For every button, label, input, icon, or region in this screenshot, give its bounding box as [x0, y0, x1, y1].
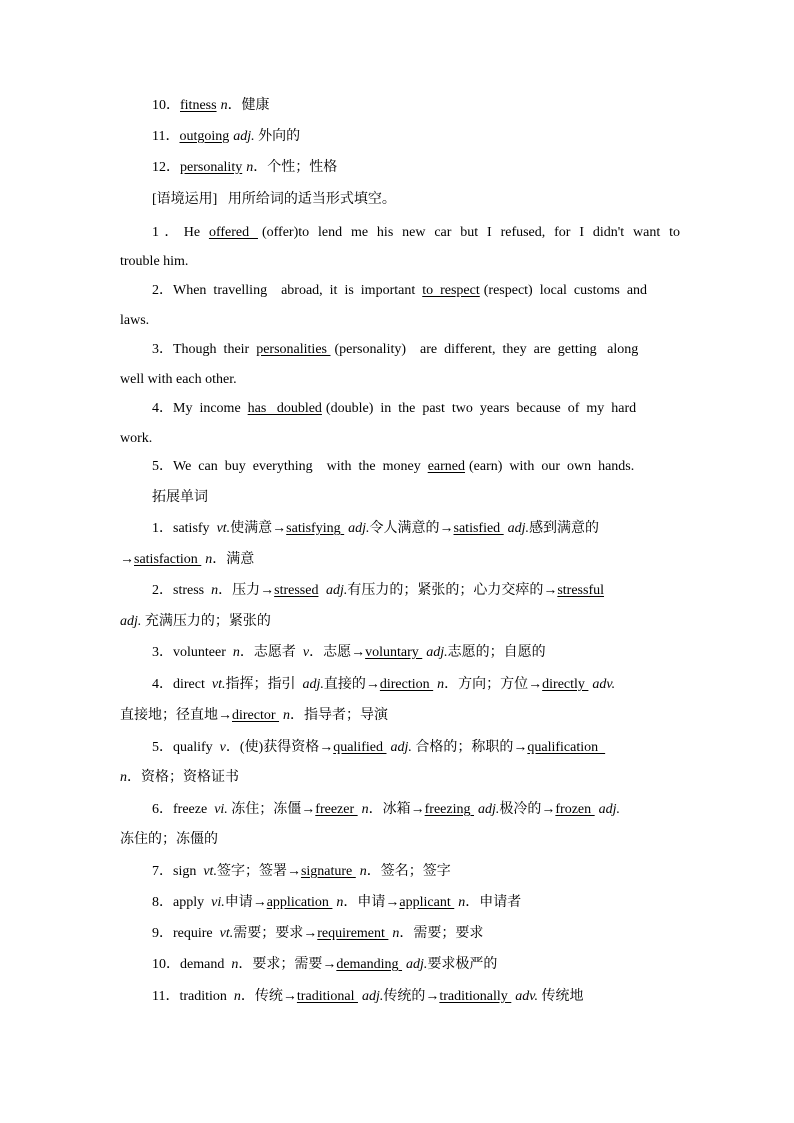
text: ．冰箱→: [368, 802, 425, 817]
answer-blank: freezing: [424, 802, 474, 817]
section-heading: [152, 190, 680, 210]
part-of-speech: n: [437, 677, 445, 692]
sentence-text: (earn) with our own hands.: [469, 459, 635, 474]
part-of-speech: adj.: [361, 989, 384, 1004]
exercise-item: [152, 281, 680, 301]
text: satisfy: [173, 521, 217, 536]
item-number: 4．: [152, 677, 173, 692]
item-number: 6．: [152, 802, 173, 817]
answer-blank: stressed: [274, 583, 319, 598]
vocab-item: [152, 127, 680, 147]
word-family-continuation: [120, 768, 680, 788]
text: ．指导者；导演: [290, 708, 389, 723]
part-of-speech: v: [302, 645, 310, 660]
item-number: 5．: [152, 740, 173, 755]
text: 令人满意的→: [369, 521, 454, 536]
part-of-speech: adj.: [478, 802, 500, 817]
definition: ．健康: [227, 98, 270, 113]
answer-blank: director: [232, 708, 280, 723]
text: sign: [173, 864, 204, 879]
part-of-speech: n: [283, 708, 291, 723]
text: 直接的→: [323, 677, 380, 692]
text: →: [120, 552, 134, 567]
text: apply: [173, 895, 212, 910]
part-of-speech: adj.: [233, 129, 255, 144]
word-family-item: [152, 643, 680, 663]
text: 签字；签署→: [216, 864, 301, 879]
vocab-item: [152, 158, 680, 178]
item-number: 10．: [152, 98, 180, 113]
answer-blank: outgoing: [179, 129, 230, 144]
definition: 外向的: [254, 129, 301, 144]
exercise-item: [152, 457, 680, 477]
section-heading: 拓展单词: [152, 490, 208, 505]
text: ．申请者: [465, 895, 522, 910]
item-number: 11．: [152, 989, 180, 1004]
part-of-speech: v: [219, 740, 226, 755]
answer-blank: qualified: [333, 740, 387, 755]
part-of-speech: adj.: [390, 740, 412, 755]
answer-blank: direction: [379, 677, 434, 692]
sentence-text: (personality) are different, they are getting along: [334, 342, 639, 357]
answer-blank: freezer: [315, 802, 358, 817]
text: direct: [173, 677, 212, 692]
part-of-speech: vt.: [211, 677, 226, 692]
exercise-item: [152, 223, 680, 243]
part-of-speech: n: [392, 926, 400, 941]
text: 合格的；称职的→: [411, 740, 528, 755]
sentence-text: He: [183, 225, 209, 240]
sentence-text: We can buy everything with the money: [173, 459, 428, 474]
part-of-speech: adv.: [515, 989, 538, 1004]
word-family-item: [152, 893, 680, 913]
word-family-item: [152, 800, 680, 820]
part-of-speech: n: [220, 98, 228, 113]
item-number: 9．: [152, 926, 173, 941]
text: 传统地: [537, 989, 584, 1004]
part-of-speech: n: [120, 770, 127, 785]
answer-blank: satisfaction: [134, 552, 202, 567]
part-of-speech: adj.: [322, 583, 348, 598]
word-family-item: [152, 862, 680, 882]
part-of-speech: n: [233, 989, 241, 1004]
part-of-speech: vi.: [214, 802, 228, 817]
sentence-text: Though their: [173, 342, 257, 357]
answer-blank: requirement: [317, 926, 389, 941]
text: ．方向；方位→: [444, 677, 543, 692]
word-family-continuation: [120, 706, 680, 726]
item-number: 1．: [152, 521, 173, 536]
word-family-continuation: 冻住的；冻僵的: [120, 832, 218, 847]
part-of-speech: n: [246, 160, 254, 175]
part-of-speech: adj.: [426, 645, 448, 660]
item-number: 12．: [152, 160, 180, 175]
word-family-continuation: [120, 612, 680, 632]
heading-label: [语境运用]: [152, 192, 218, 207]
text: 指挥；指引: [225, 677, 303, 692]
answer-blank: satisfying: [286, 521, 345, 536]
text: ．(使)获得资格→: [225, 740, 334, 755]
text: qualify: [173, 740, 220, 755]
text: ．申请→: [343, 895, 400, 910]
exercise-item: [152, 399, 680, 419]
part-of-speech: n: [211, 583, 219, 598]
answer-blank: personalities: [256, 342, 331, 357]
text: 志愿的；自愿的: [447, 645, 546, 660]
word-family-item: [152, 738, 680, 758]
word-family-item: [152, 675, 680, 695]
item-number: 4．: [152, 401, 173, 416]
text: freeze: [173, 802, 215, 817]
part-of-speech: n: [361, 802, 369, 817]
item-number: 10．: [152, 957, 180, 972]
answer-blank: to respect: [422, 283, 480, 298]
part-of-speech: vt.: [219, 926, 234, 941]
text: ．签名；签字: [366, 864, 451, 879]
item-number: 3．: [152, 342, 173, 357]
sentence-text: (offer)to lend me his new car but I refused, for I didn't want to: [261, 225, 680, 240]
text: ．志愿→: [309, 645, 366, 660]
text: 传统的→: [383, 989, 440, 1004]
word-family-item: [152, 955, 680, 975]
word-family-item: [152, 581, 680, 601]
vocab-item: [152, 96, 680, 116]
part-of-speech: n: [336, 895, 344, 910]
text: ．满意: [212, 552, 255, 567]
sentence-text: (double) in the past two years because of my hard: [325, 401, 637, 416]
part-of-speech: vt.: [203, 864, 217, 879]
instruction-text: 用所给词的适当形式填空。: [227, 192, 396, 207]
sentence-text: (respect) local customs and: [483, 283, 648, 298]
part-of-speech: adj.: [120, 614, 142, 629]
part-of-speech: n: [359, 864, 367, 879]
word-family-item: [152, 987, 680, 1007]
text: 需要；要求→: [233, 926, 318, 941]
item-number: 8．: [152, 895, 173, 910]
item-number: 11．: [152, 129, 180, 144]
answer-blank: demanding: [336, 957, 403, 972]
answer-blank: satisfied: [453, 521, 504, 536]
answer-blank: offered: [208, 225, 258, 240]
item-number: 7．: [152, 864, 173, 879]
text: ．要求；需要→: [238, 957, 337, 972]
answer-blank: stressful: [557, 583, 605, 598]
text: ．需要；要求: [399, 926, 484, 941]
answer-blank: traditionally: [439, 989, 512, 1004]
text: 冻住；冻僵→: [227, 802, 316, 817]
text: volunteer: [173, 645, 233, 660]
answer-blank: applicant: [399, 895, 455, 910]
part-of-speech: adj.: [598, 802, 621, 817]
exercise-continuation: laws.: [120, 313, 150, 328]
answer-blank: has doubled: [247, 401, 322, 416]
word-family-item: [152, 519, 680, 539]
part-of-speech: adj.: [348, 521, 370, 536]
text: 极冷的→: [499, 802, 556, 817]
answer-blank: personality: [180, 160, 243, 175]
part-of-speech: n: [458, 895, 466, 910]
sentence-text: My income: [173, 401, 248, 416]
answer-blank: traditional: [296, 989, 358, 1004]
text: ．压力→: [218, 583, 275, 598]
answer-blank: qualification: [527, 740, 606, 755]
answer-blank: earned: [427, 459, 466, 474]
part-of-speech: adv.: [592, 677, 616, 692]
item-number: 3．: [152, 645, 173, 660]
part-of-speech: n: [231, 957, 239, 972]
text: 使满意→: [230, 521, 287, 536]
answer-blank: application: [266, 895, 333, 910]
text: require: [173, 926, 220, 941]
text: 有压力的；紧张的；心力交瘁的→: [347, 583, 558, 598]
part-of-speech: vt.: [216, 521, 231, 536]
text: ．资格；资格证书: [127, 770, 239, 785]
text: 充满压力的；紧张的: [141, 614, 271, 629]
text: ．传统→: [240, 989, 297, 1004]
text: tradition: [179, 989, 234, 1004]
answer-blank: fitness: [180, 98, 217, 113]
exercise-item: [152, 340, 680, 360]
part-of-speech: n: [205, 552, 213, 567]
text: stress: [173, 583, 212, 598]
text: 要求极严的: [427, 957, 498, 972]
exercise-continuation: trouble him.: [120, 254, 189, 269]
definition: ．个性；性格: [253, 160, 338, 175]
answer-blank: voluntary: [365, 645, 423, 660]
answer-blank: directly: [542, 677, 589, 692]
word-family-continuation: [120, 550, 680, 570]
text: demand: [180, 957, 232, 972]
text: 申请→: [224, 895, 267, 910]
sentence-text: When travelling abroad, it is important: [173, 283, 423, 298]
text: ．志愿者: [239, 645, 303, 660]
part-of-speech: adj.: [302, 677, 324, 692]
part-of-speech: adj.: [507, 521, 530, 536]
answer-blank: frozen: [555, 802, 595, 817]
item-number: 2．: [152, 283, 173, 298]
part-of-speech: adj.: [406, 957, 428, 972]
part-of-speech: vi.: [211, 895, 225, 910]
item-number: 1．: [152, 225, 184, 240]
item-number: 2．: [152, 583, 173, 598]
exercise-continuation: well with each other.: [120, 372, 237, 387]
exercise-continuation: work.: [120, 431, 153, 446]
part-of-speech: n: [232, 645, 240, 660]
text: 感到满意的: [529, 521, 600, 536]
answer-blank: signature: [300, 864, 356, 879]
item-number: 5．: [152, 459, 173, 474]
word-family-item: [152, 924, 680, 944]
text: 直接地；径直地→: [120, 708, 232, 723]
